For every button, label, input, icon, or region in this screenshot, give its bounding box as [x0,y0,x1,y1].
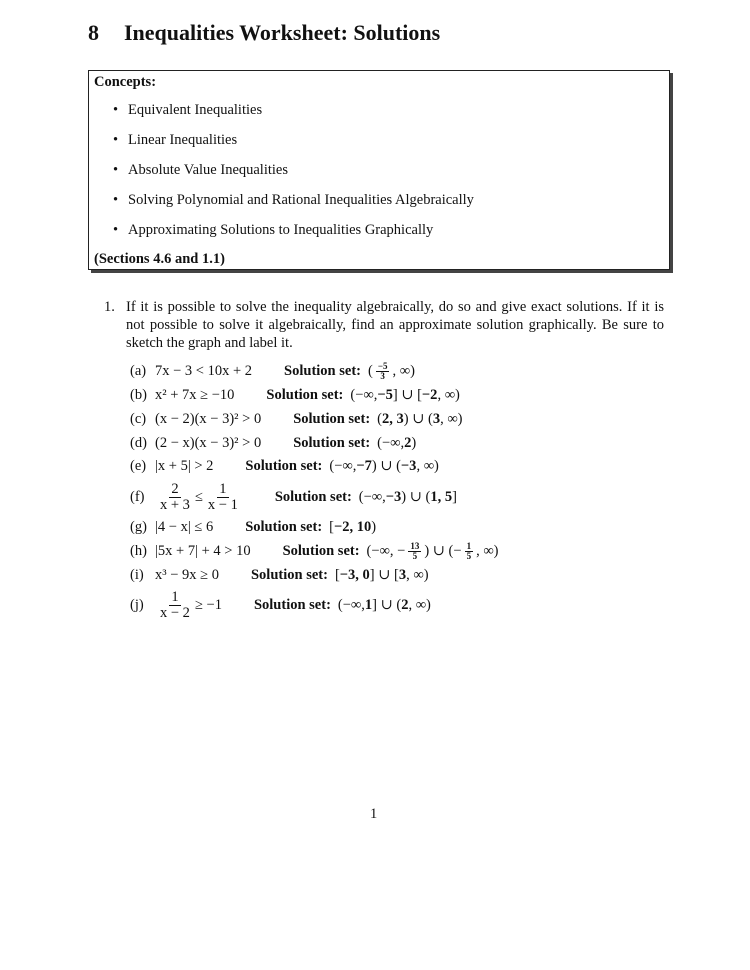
solution-label: Solution set: [266,386,344,403]
concept-item [113,222,433,239]
math-bold: 2, 3 [382,410,404,427]
fraction [158,482,192,513]
solution-label: Solution set: [274,488,352,505]
solution-label: Solution set: [293,410,371,427]
math-text: (x − 2)(x − 3)² > 0 [155,410,262,427]
math-text: ] ∪ ( [372,596,402,613]
fraction [158,590,192,621]
math-text: , ∞) [476,542,499,559]
math-text: ≤ [194,488,203,505]
exercise-row [130,590,431,620]
math-text: ≥ −1 [194,596,222,613]
math-bold: −3 [385,488,402,505]
concept-item [113,192,474,209]
exercise-label: (f) [130,488,145,505]
math-text: ( [368,362,373,379]
math-text: |5x + 7| + 4 > 10 [155,542,251,559]
numerator: −5 [377,360,388,371]
exercise-label: (b) [130,386,147,403]
inequality [155,519,213,536]
math-bold: 3 [398,566,407,583]
math-text: ] [452,488,457,505]
solution-set [251,567,429,584]
math-text: x³ − 9x ≥ 0 [155,566,219,583]
math-text: (2 − x)(x − 3)² > 0 [155,434,262,451]
solution-label: Solution set: [250,566,328,583]
solution-set [293,411,462,428]
inequality [155,435,261,452]
math-text: ] ∪ [ [392,386,422,403]
inequality [155,590,222,621]
solution-label: Solution set: [282,542,360,559]
math-text: , ∞) [406,566,429,583]
bullet-icon: • [113,132,119,148]
concepts-heading: Concepts: [94,74,157,90]
sections-reference: (Sections 4.6 and 1.1) [94,251,225,267]
question-text: If it is possible to solve the inequality algebraically, do so and give exact solutions. If it is not possible to solve it algebraically, find an approximate solution graphically. Be sure to sketch the graph and label it. [126,299,664,351]
solution-set [266,387,459,404]
math-text: ) [411,434,417,451]
fraction [206,482,240,513]
math-text: , ∞) [408,596,431,613]
exercise-label: (j) [130,596,144,613]
math-text: |4 − x| ≤ 6 [155,518,214,535]
bullet-icon: • [113,192,119,208]
bullet-icon: • [113,222,119,238]
solution-set [254,597,431,614]
inequality [155,363,252,380]
concepts-box [88,70,670,270]
concept-item [113,132,237,149]
math-text: ) ∪ ( [401,488,431,505]
math-bold: −3 [400,457,417,474]
solution-set [293,435,416,452]
math-text: x² + 7x ≥ −10 [155,386,235,403]
solution-label: Solution set: [284,362,361,379]
math-text: ] ∪ [ [369,566,399,583]
concept-item [113,162,288,179]
concept-label: Solving Polynomial and Rational Inequalities Algebraically [128,192,474,208]
inequality [155,567,219,584]
denominator: 5 [412,550,418,561]
inequality [155,482,243,513]
math-text: ) ∪ ( [403,410,433,427]
inequality [155,458,213,475]
solution-set [245,519,376,536]
bullet-icon: • [113,102,119,118]
math-bold: 2 [401,596,409,613]
denominator: 5 [466,550,472,561]
section-number: 8 [88,20,99,45]
math-text: |x + 5| > 2 [155,457,214,474]
math-bold: −7 [356,457,372,474]
math-text: (−∞, [350,386,378,403]
math-text: (−∞, [337,596,365,613]
numerator: 1 [466,540,472,551]
math-text: (−∞, [329,457,357,474]
exercise-label: (a) [130,362,147,379]
section-title: Inequalities Worksheet: Solutions [124,20,441,45]
math-bold: 1, 5 [430,488,453,505]
denominator: x − 1 [207,496,238,513]
math-bold: 2 [404,434,412,451]
solution-set [284,362,415,381]
fraction [465,542,474,561]
concept-label: Approximating Solutions to Inequalities Graphically [128,222,434,238]
math-text: 7x − 3 < 10x + 2 [155,362,253,379]
math-text: [ [329,518,334,535]
bullet-icon: • [113,162,119,178]
math-bold: −2 [421,386,438,403]
math-text: (−∞, [377,434,405,451]
math-text: , ∞) [437,386,460,403]
math-text: [ [334,566,340,583]
math-text: ) ∪ ( [371,457,401,474]
concept-item [113,102,262,119]
math-bold: −2, 10 [334,518,372,535]
math-text: ( [377,410,382,427]
fraction [376,362,390,381]
numerator: 13 [410,540,420,551]
math-text: ) ∪ (− [424,542,462,559]
numerator: 1 [219,480,227,497]
solution-label: Solution set: [245,457,323,474]
denominator: x + 3 [160,496,190,513]
exercise-row [130,451,439,481]
math-text: (−∞, − [366,542,406,559]
exercise-label: (i) [130,566,144,583]
math-text: ) [371,518,377,535]
concept-label: Equivalent Inequalities [128,102,263,118]
math-bold: 3 [432,410,441,427]
inequality [155,411,261,428]
math-text: , ∞) [416,457,439,474]
exercise-row [130,560,429,590]
numerator: 1 [171,588,179,605]
math-text: , ∞) [392,362,415,379]
math-text: , ∞) [440,410,463,427]
solution-label: Solution set: [245,518,323,535]
exercise-label: (e) [130,457,147,474]
page-title [88,20,440,46]
exercise-label: (h) [130,542,147,559]
denominator: x − 2 [160,604,190,621]
denominator: 3 [380,370,385,381]
exercise-label: (d) [130,434,147,451]
page-number: 1 [370,806,378,822]
math-bold: −5 [377,386,393,403]
solution-set [245,458,438,475]
fraction [408,542,421,561]
solution-set [275,489,457,506]
solution-label: Solution set: [253,596,331,613]
exercise-label: (g) [130,518,147,535]
math-bold: 1 [364,596,373,613]
concept-label: Absolute Value Inequalities [128,162,289,178]
solution-set [283,542,499,561]
solution-label: Solution set: [293,434,371,451]
exercise-row [130,482,457,512]
exercise-label: (c) [130,410,147,427]
inequality [155,387,234,404]
concept-label: Linear Inequalities [128,132,238,148]
numerator: 2 [171,480,179,497]
inequality [155,543,251,560]
math-bold: −3, 0 [339,566,370,583]
math-text: (−∞, [358,488,386,505]
question-number: 1. [104,299,115,315]
question-1 [104,298,664,352]
